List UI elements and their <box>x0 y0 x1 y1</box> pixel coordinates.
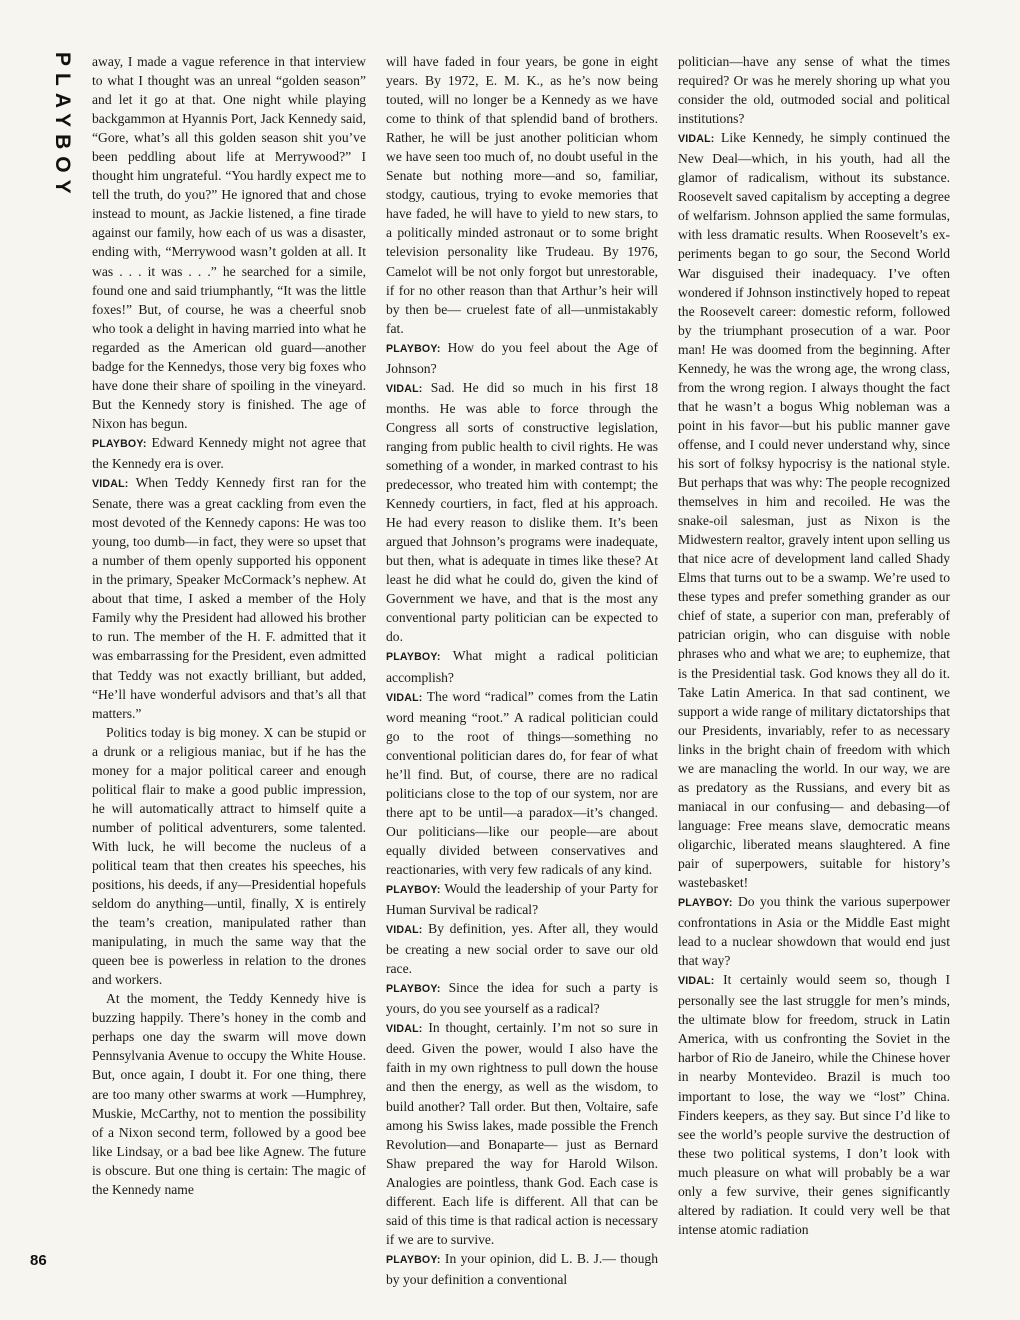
speaker-label: VIDAL: <box>386 382 423 395</box>
interview-paragraph <box>92 723 366 990</box>
paragraph-text: In thought, certainly. I’m not so sure in deed. Given the power, would I also have the faith in my own rightness to pull down the house and then the energy, as well as the wisdom, to build another? Tall order. But then, Voltaire, safe among his Swiss lakes, made possible the French Revolution—and Bonaparte— just as Bernard Shaw prepared the way for Harold Wilson. Analogies are pointless, thank God. Each case is different. Each life is different. All that can be said of this time is that radical action is necessary if we are to survive. <box>386 1020 658 1247</box>
paragraph-text: When Teddy Kennedy first ran for the Senate, there was a great cackling from even the most devoted of the Kennedy capons: He was too young, too dumb—in fact, they were so upset that a number of them openly supported his opponent in the primary, Speaker McCormack’s nephew. At about that time, I asked a member of the Holy Family why the President had allowed his brother to run. The member of the H. F. admitted that it was embarrassing for the President, even admitted that Teddy was not exactly brilliant, but added, “He’ll have wonderful advisors and that’s all that matters.” <box>92 475 366 721</box>
interview-paragraph <box>386 52 658 338</box>
speaker-label: VIDAL: <box>92 478 129 491</box>
text-column-2 <box>386 52 658 1292</box>
interview-paragraph <box>386 978 658 1018</box>
interview-paragraph <box>678 892 950 970</box>
interview-paragraph <box>678 970 950 1239</box>
speaker-label: PLAYBOY: <box>386 342 441 355</box>
interview-paragraph <box>386 1249 658 1289</box>
paragraph-text: Would the leadership of your Party for Human Survival be radical? <box>386 881 658 918</box>
paragraph-text: Sad. He did so much in his first 18 months. He was able to force through the Congress all sorts of constructive legislation, ranging from public health to civil rights. He was something of a wonder, in marked contrast to his predecessor, who treated him with contempt; the Kennedy courtiers, in fact, fled at his approach. He had every reason to dislike them. It’s been argued that Johnson’s programs were inadequate, but then, what is adequate in times like these? At least he did what he could do, given the kind of Government we have, and that is the most any conventional party politician can be expected to do. <box>386 379 658 645</box>
speaker-label: VIDAL: <box>678 975 715 988</box>
speaker-label: PLAYBOY: <box>92 437 147 450</box>
paragraph-text: away, I made a vague reference in that interview to what I thought was an unreal “golden season” and let it go at that. One night while playing backgammon at Hyannis Port, Jack Kennedy said, “Gore, what’s all this golden season shit you’ve been peddling about life at Merrywood?” I thought him ungrateful. “You hardly expect me to tell the truth, do you?” He ignored that and chose instead to mount, as Jackie listened, a fine tirade against our family, how each of us was a disaster, ending with, “Merrywood wasn’t golden at all. It was . . . it was . . .” he searched for a simile, found one and said triumphantly, “It was the little foxes!” But, of course, he was a cheerful snob who took a delight in having married into what he regarded as the American old guard—another badge for the Kennedys, those very big foxes who have done their share of spoiling in the vineyard. But the Kennedy story is finished. The age of Nixon has begun. <box>92 54 366 431</box>
interview-paragraph <box>386 338 658 378</box>
interview-paragraph <box>386 378 658 647</box>
paragraph-text: Politics today is big money. X can be stupid or a drunk or a religious maniac, but if he has the money for a major political career and enough political flair to make a good public impression, he will automatically attract to himself quite a number of political adventurers, some talented. With luck, he will become the nucleus of a political team that then creates his speeches, his positions, his deeds, if any—Presidential hopefuls seldom do anything—until, finally, X is entirely the team’s creation, manipulated rather than manipulating, in much the same way that the queen bee is powerless in relation to the drones and workers. <box>92 724 366 988</box>
text-column-1 <box>92 52 366 1292</box>
interview-paragraph <box>386 687 658 879</box>
interview-paragraph <box>92 989 366 1199</box>
speaker-label: VIDAL: <box>386 691 423 704</box>
paragraph-text: What might a radical politician accomplish? <box>386 648 658 685</box>
page-number: 86 <box>30 1252 47 1269</box>
speaker-label: PLAYBOY: <box>386 884 441 897</box>
running-head-text: PLAYBOY <box>51 52 74 201</box>
speaker-label: PLAYBOY: <box>678 897 733 910</box>
speaker-label: VIDAL: <box>386 1023 423 1036</box>
magazine-running-head <box>48 52 88 201</box>
speaker-label: PLAYBOY: <box>386 983 441 996</box>
interview-paragraph <box>386 646 658 686</box>
paragraph-text: In your opinion, did L. B. J.— though by your definition a conventional <box>386 1250 658 1287</box>
paragraph-text: It certainly would seem so, though I personally see the last struggle for men’s minds, the ultimate blow for freedom, struck in Latin America, with us confronting the Soviet in the harbor of Rio de Janeiro, while the Chinese hover in nearby Montevideo. Brazil is much too important to lose, the way we “lost” China. Finders keepers, as they say. But since I’d like to see the world’s people survive the destruction of these two political systems, I don’t look with much pleasure on what will probably be a war only a few survive, their genes significantly altered by radiation. It could very well be that intense atomic radiation <box>678 972 950 1237</box>
paragraph-text: At the moment, the Teddy Kennedy hive is buzzing happily. There’s honey in the comb and perhaps one day the swarm will move down Pennsylvania Avenue to occupy the White House. But, once again, I doubt it. For one thing, there are too many other swarms at work —Humphrey, Muskie, McCarthy, not to mention the possibility of a Nixon second term, followed by a good bee like Lindsay, or a bad bee like Agnew. The future is obscure. But one thing is certain: The magic of the Kennedy name <box>92 991 366 1197</box>
interview-paragraph <box>92 52 366 433</box>
interview-paragraph <box>92 473 366 723</box>
paragraph-text: will have faded in four years, be gone in eight years. By 1972, E. M. K., as he’s now being touted, will no longer be a Kennedy as we have come to think of that splendid band of brothers. Rather, he will be just another politician whom we have seen too much of, no doubt useful in the Senate but nothing more—and so, familiar, stodgy, cautious, trying to evoke memories that have faded, he will have to yield to new stars, to a politically minded astronaut or to some bright television personality like Trudeau. By 1976, Camelot will be not only forgot but unrestorable, if for no other reason than that Arthur’s heir will by then be— cruelest fate of all—unmistakably fat. <box>386 54 658 336</box>
interview-paragraph <box>386 879 658 919</box>
interview-paragraph <box>92 433 366 473</box>
interview-paragraph <box>386 1018 658 1249</box>
speaker-label: VIDAL: <box>678 133 715 146</box>
interview-paragraph <box>386 919 658 978</box>
paragraph-text: The word “radical” comes from the Latin word meaning “root.” A radical politician could go to the root of things—something no conventional politician dares do, for fear of what he’ll find. But, of course, there are no radical politicians close to the top of our system, nor are there apt to be until—a paradox—it’s changed. Our politicians—like our people—are about equally divided between conservatives and reactionaries, with very few radicals of any kind. <box>386 688 658 877</box>
paragraph-text: Since the idea for such a party is yours, do you see yourself as a radical? <box>386 980 658 1017</box>
paragraph-text: How do you feel about the Age of Johnson? <box>386 339 658 376</box>
paragraph-text: Edward Kennedy might not agree that the Kennedy era is over. <box>92 434 366 471</box>
paragraph-text: By definition, yes. After all, they would be creating a new social order to save our old race. <box>386 921 658 977</box>
speaker-label: PLAYBOY: <box>386 1253 441 1266</box>
paragraph-text: politician—have any sense of what the times required? Or was he merely shoring up what you consider the old, outmoded social and political institutions? <box>678 54 950 127</box>
paragraph-text: Do you think the various superpower confrontations in Asia or the Middle East might lead to a nuclear showdown that would end just that way? <box>678 894 950 969</box>
interview-paragraph <box>678 52 950 128</box>
speaker-label: PLAYBOY: <box>386 651 441 664</box>
text-column-3 <box>678 52 950 1292</box>
interview-paragraph <box>678 128 950 892</box>
speaker-label: VIDAL: <box>386 924 423 937</box>
paragraph-text: Like Kennedy, he simply continued the New Deal—which, in his youth, had all the glamor of radicalism, without its substance. Roosevelt saved capitalism by accepting a degree of welfarism. Johnson applied the same formulas, with less dramatic results. When Roosevelt’s experiments began to go sour, the Second World War disguised their inadequacy. I’ve often wondered if Johnson instinctively hoped to repeat the Roosevelt career: domestic reform, followed by the triumphant prosecution of a war. Poor man! He was doomed from the beginning. After Kennedy, he was the wrong age, the wrong class, from the wrong region. I always thought the fact that he wasn’t a bogus Whig nobleman was a point in his favor—but his public manner gave offense, and I could never understand why, since his sort of folksy hypocrisy is the national style. But perhaps that was why: The people recognized themselves in him and recoiled. He was the snake-oil salesman, just as Nixon is the Midwestern realtor, gravely intent upon selling us that nice acre of development land called Shady Elms that turns out to be a swamp. We’re used to these types and prefer something grander as our chief of state, a superior con man, preferably of patrician origin, who can disguise with noble phrases who and what we are; to euphemize, that is the Presidential task. God knows they all do it. Take Latin America. In that sad continent, we support a wide range of military dictatorships that our Presidents, invariably, refer to as necessary links in the bright chain of freedom with which we are manacling the world. In our way, we are as predatory as the Russians, and every bit as maniacal in our confusing— and debasing—of language: Free means slave, democratic means oligarchic, liberated means slaughtered. A fine pair of superpowers, suitable for history’s wastebasket! <box>678 130 950 891</box>
